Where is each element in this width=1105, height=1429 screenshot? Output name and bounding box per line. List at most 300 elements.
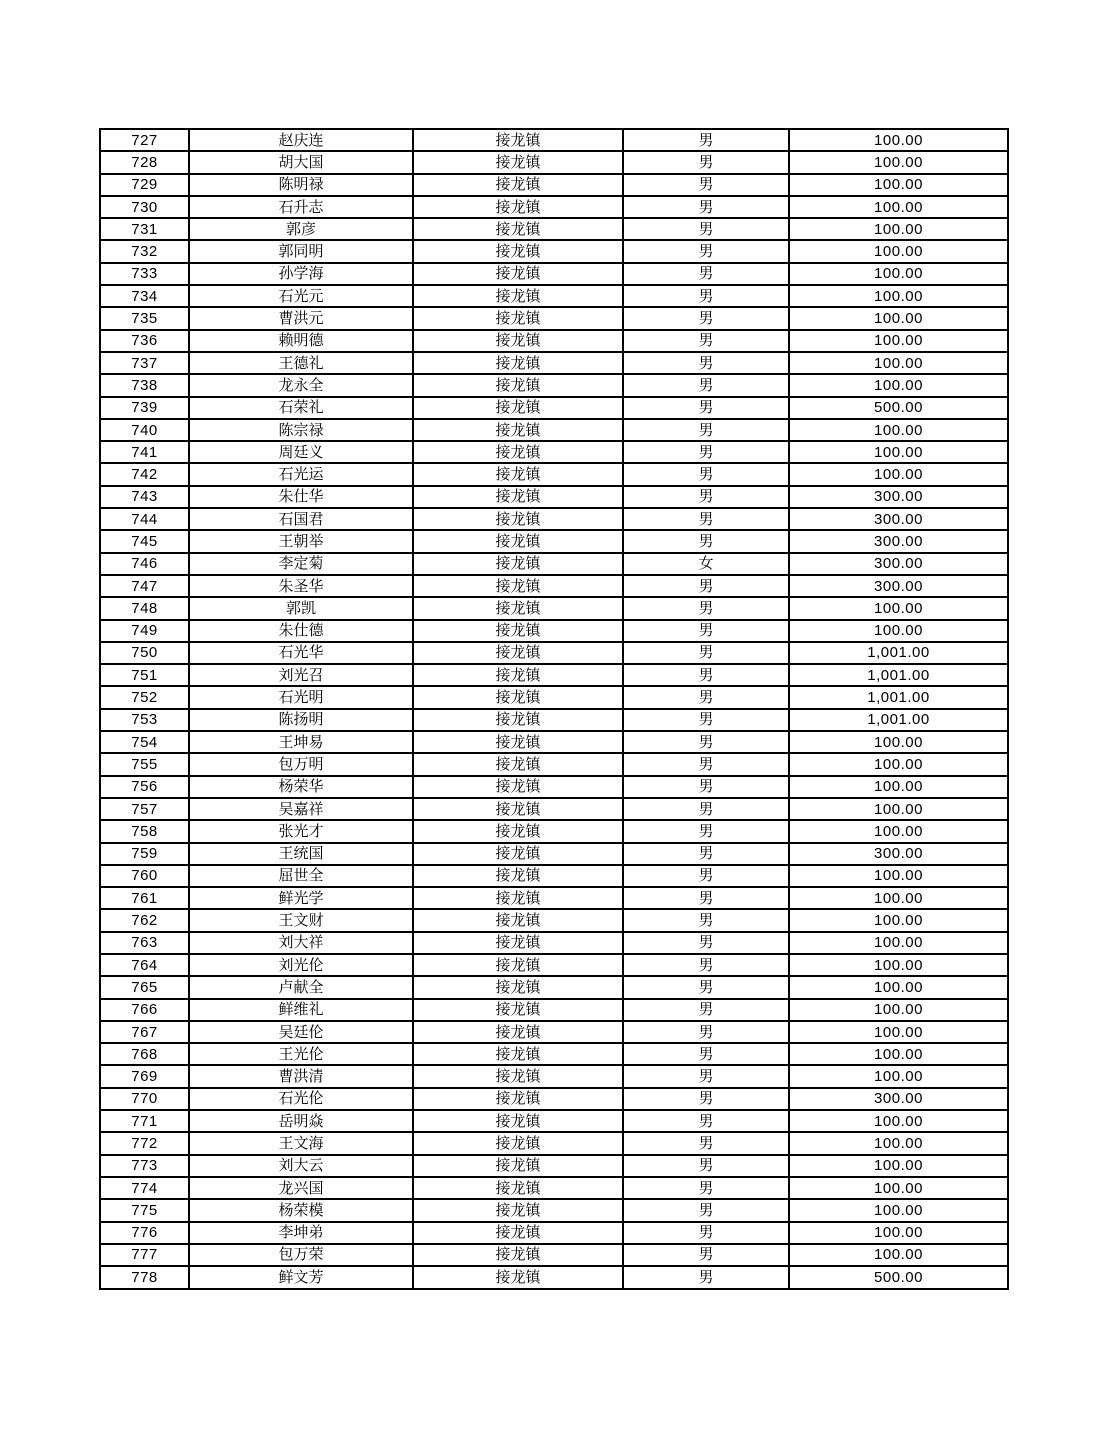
person-name-cell: 岳明焱: [189, 1110, 413, 1132]
amount-cell: 100.00: [789, 218, 1008, 240]
table-row: [100, 642, 1008, 664]
gender-cell: 男: [623, 954, 789, 976]
row-number-cell: 760: [100, 865, 189, 887]
town-cell: 接龙镇: [413, 731, 623, 753]
town-cell: 接龙镇: [413, 419, 623, 441]
gender-cell: 男: [623, 508, 789, 530]
gender-cell: 男: [623, 575, 789, 597]
table-row: [100, 1177, 1008, 1199]
person-name-cell: 陈扬明: [189, 709, 413, 731]
town-cell: 接龙镇: [413, 1177, 623, 1199]
gender-cell: 男: [623, 174, 789, 196]
amount-cell: 100.00: [789, 352, 1008, 374]
town-cell: 接龙镇: [413, 1155, 623, 1177]
amount-cell: 300.00: [789, 553, 1008, 575]
amount-cell: 100.00: [789, 307, 1008, 329]
town-cell: 接龙镇: [413, 218, 623, 240]
table-row: [100, 419, 1008, 441]
amount-cell: 1,001.00: [789, 642, 1008, 664]
gender-cell: 男: [623, 709, 789, 731]
row-number-cell: 752: [100, 686, 189, 708]
row-number-cell: 749: [100, 620, 189, 642]
amount-cell: 100.00: [789, 798, 1008, 820]
table-row: [100, 553, 1008, 575]
gender-cell: 男: [623, 820, 789, 842]
amount-cell: 100.00: [789, 174, 1008, 196]
person-name-cell: 刘光伦: [189, 954, 413, 976]
town-cell: 接龙镇: [413, 463, 623, 485]
row-number-cell: 763: [100, 932, 189, 954]
town-cell: 接龙镇: [413, 508, 623, 530]
amount-cell: 500.00: [789, 397, 1008, 419]
amount-cell: 100.00: [789, 954, 1008, 976]
row-number-cell: 778: [100, 1266, 189, 1289]
amount-cell: 100.00: [789, 1043, 1008, 1065]
table-row: [100, 820, 1008, 842]
gender-cell: 男: [623, 1244, 789, 1266]
table-row: [100, 664, 1008, 686]
table-row: [100, 530, 1008, 552]
gender-cell: 男: [623, 307, 789, 329]
row-number-cell: 771: [100, 1110, 189, 1132]
gender-cell: 男: [623, 1021, 789, 1043]
town-cell: 接龙镇: [413, 1199, 623, 1221]
gender-cell: 男: [623, 999, 789, 1021]
roster-table-body: [100, 129, 1008, 1289]
person-name-cell: 王统国: [189, 843, 413, 865]
row-number-cell: 744: [100, 508, 189, 530]
row-number-cell: 735: [100, 307, 189, 329]
person-name-cell: 王朝举: [189, 530, 413, 552]
gender-cell: 男: [623, 1222, 789, 1244]
row-number-cell: 738: [100, 374, 189, 396]
town-cell: 接龙镇: [413, 196, 623, 218]
row-number-cell: 776: [100, 1222, 189, 1244]
person-name-cell: 石光华: [189, 642, 413, 664]
amount-cell: 300.00: [789, 575, 1008, 597]
row-number-cell: 740: [100, 419, 189, 441]
amount-cell: 100.00: [789, 731, 1008, 753]
town-cell: 接龙镇: [413, 776, 623, 798]
row-number-cell: 758: [100, 820, 189, 842]
amount-cell: 100.00: [789, 330, 1008, 352]
row-number-cell: 727: [100, 129, 189, 151]
amount-cell: 100.00: [789, 1199, 1008, 1221]
amount-cell: 100.00: [789, 419, 1008, 441]
town-cell: 接龙镇: [413, 865, 623, 887]
table-row: [100, 597, 1008, 619]
table-row: [100, 1021, 1008, 1043]
town-cell: 接龙镇: [413, 1065, 623, 1087]
table-row: [100, 1088, 1008, 1110]
town-cell: 接龙镇: [413, 709, 623, 731]
row-number-cell: 733: [100, 263, 189, 285]
person-name-cell: 杨荣华: [189, 776, 413, 798]
amount-cell: 1,001.00: [789, 686, 1008, 708]
town-cell: 接龙镇: [413, 642, 623, 664]
person-name-cell: 吴廷伦: [189, 1021, 413, 1043]
amount-cell: 100.00: [789, 1244, 1008, 1266]
town-cell: 接龙镇: [413, 307, 623, 329]
row-number-cell: 748: [100, 597, 189, 619]
table-row: [100, 709, 1008, 731]
person-name-cell: 包万荣: [189, 1244, 413, 1266]
person-name-cell: 鲜光学: [189, 887, 413, 909]
town-cell: 接龙镇: [413, 397, 623, 419]
gender-cell: 男: [623, 374, 789, 396]
person-name-cell: 杨荣模: [189, 1199, 413, 1221]
table-row: [100, 1132, 1008, 1154]
person-name-cell: 王德礼: [189, 352, 413, 374]
town-cell: 接龙镇: [413, 976, 623, 998]
gender-cell: 男: [623, 597, 789, 619]
row-number-cell: 742: [100, 463, 189, 485]
town-cell: 接龙镇: [413, 1266, 623, 1289]
person-name-cell: 包万明: [189, 753, 413, 775]
town-cell: 接龙镇: [413, 1021, 623, 1043]
town-cell: 接龙镇: [413, 285, 623, 307]
gender-cell: 男: [623, 218, 789, 240]
amount-cell: 1,001.00: [789, 664, 1008, 686]
amount-cell: 100.00: [789, 776, 1008, 798]
town-cell: 接龙镇: [413, 753, 623, 775]
amount-cell: 100.00: [789, 1065, 1008, 1087]
amount-cell: 100.00: [789, 1222, 1008, 1244]
town-cell: 接龙镇: [413, 441, 623, 463]
gender-cell: 男: [623, 151, 789, 173]
row-number-cell: 766: [100, 999, 189, 1021]
table-row: [100, 976, 1008, 998]
row-number-cell: 751: [100, 664, 189, 686]
table-row: [100, 352, 1008, 374]
person-name-cell: 石光运: [189, 463, 413, 485]
table-row: [100, 1043, 1008, 1065]
gender-cell: 男: [623, 1110, 789, 1132]
gender-cell: 男: [623, 686, 789, 708]
town-cell: 接龙镇: [413, 553, 623, 575]
row-number-cell: 768: [100, 1043, 189, 1065]
gender-cell: 男: [623, 486, 789, 508]
person-name-cell: 石国君: [189, 508, 413, 530]
amount-cell: 100.00: [789, 441, 1008, 463]
gender-cell: 男: [623, 352, 789, 374]
person-name-cell: 曹洪清: [189, 1065, 413, 1087]
table-row: [100, 1199, 1008, 1221]
person-name-cell: 石光明: [189, 686, 413, 708]
table-row: [100, 330, 1008, 352]
table-row: [100, 887, 1008, 909]
person-name-cell: 鲜文芳: [189, 1266, 413, 1289]
amount-cell: 100.00: [789, 1155, 1008, 1177]
gender-cell: 男: [623, 129, 789, 151]
town-cell: 接龙镇: [413, 240, 623, 262]
row-number-cell: 736: [100, 330, 189, 352]
town-cell: 接龙镇: [413, 352, 623, 374]
person-name-cell: 王坤易: [189, 731, 413, 753]
table-row: [100, 1110, 1008, 1132]
person-name-cell: 龙永全: [189, 374, 413, 396]
roster-table: [99, 128, 1009, 1290]
town-cell: 接龙镇: [413, 263, 623, 285]
person-name-cell: 吴嘉祥: [189, 798, 413, 820]
town-cell: 接龙镇: [413, 686, 623, 708]
row-number-cell: 734: [100, 285, 189, 307]
row-number-cell: 750: [100, 642, 189, 664]
gender-cell: 男: [623, 397, 789, 419]
town-cell: 接龙镇: [413, 597, 623, 619]
row-number-cell: 754: [100, 731, 189, 753]
gender-cell: 男: [623, 976, 789, 998]
row-number-cell: 753: [100, 709, 189, 731]
gender-cell: 男: [623, 530, 789, 552]
gender-cell: 男: [623, 887, 789, 909]
amount-cell: 100.00: [789, 1110, 1008, 1132]
person-name-cell: 郭同明: [189, 240, 413, 262]
table-row: [100, 753, 1008, 775]
table-row: [100, 285, 1008, 307]
amount-cell: 100.00: [789, 374, 1008, 396]
person-name-cell: 王文财: [189, 909, 413, 931]
person-name-cell: 朱仕华: [189, 486, 413, 508]
gender-cell: 男: [623, 798, 789, 820]
gender-cell: 男: [623, 1177, 789, 1199]
table-row: [100, 129, 1008, 151]
gender-cell: 男: [623, 463, 789, 485]
town-cell: 接龙镇: [413, 129, 623, 151]
amount-cell: 100.00: [789, 1132, 1008, 1154]
town-cell: 接龙镇: [413, 887, 623, 909]
row-number-cell: 775: [100, 1199, 189, 1221]
table-row: [100, 463, 1008, 485]
table-row: [100, 798, 1008, 820]
person-name-cell: 石光元: [189, 285, 413, 307]
person-name-cell: 胡大国: [189, 151, 413, 173]
row-number-cell: 746: [100, 553, 189, 575]
table-row: [100, 999, 1008, 1021]
table-row: [100, 374, 1008, 396]
person-name-cell: 王光伦: [189, 1043, 413, 1065]
amount-cell: 100.00: [789, 151, 1008, 173]
amount-cell: 100.00: [789, 1177, 1008, 1199]
row-number-cell: 764: [100, 954, 189, 976]
gender-cell: 男: [623, 865, 789, 887]
table-row: [100, 196, 1008, 218]
gender-cell: 女: [623, 553, 789, 575]
row-number-cell: 755: [100, 753, 189, 775]
gender-cell: 男: [623, 1155, 789, 1177]
person-name-cell: 赵庆连: [189, 129, 413, 151]
table-row: [100, 174, 1008, 196]
amount-cell: 100.00: [789, 196, 1008, 218]
table-row: [100, 575, 1008, 597]
table-row: [100, 954, 1008, 976]
town-cell: 接龙镇: [413, 575, 623, 597]
row-number-cell: 770: [100, 1088, 189, 1110]
row-number-cell: 767: [100, 1021, 189, 1043]
gender-cell: 男: [623, 1132, 789, 1154]
person-name-cell: 朱圣华: [189, 575, 413, 597]
table-row: [100, 263, 1008, 285]
gender-cell: 男: [623, 263, 789, 285]
row-number-cell: 762: [100, 909, 189, 931]
person-name-cell: 曹洪元: [189, 307, 413, 329]
row-number-cell: 730: [100, 196, 189, 218]
amount-cell: 100.00: [789, 999, 1008, 1021]
town-cell: 接龙镇: [413, 999, 623, 1021]
amount-cell: 100.00: [789, 263, 1008, 285]
row-number-cell: 732: [100, 240, 189, 262]
person-name-cell: 屈世全: [189, 865, 413, 887]
town-cell: 接龙镇: [413, 954, 623, 976]
table-row: [100, 218, 1008, 240]
town-cell: 接龙镇: [413, 620, 623, 642]
table-row: [100, 909, 1008, 931]
gender-cell: 男: [623, 1266, 789, 1289]
table-row: [100, 486, 1008, 508]
town-cell: 接龙镇: [413, 530, 623, 552]
person-name-cell: 石荣礼: [189, 397, 413, 419]
table-row: [100, 843, 1008, 865]
gender-cell: 男: [623, 240, 789, 262]
town-cell: 接龙镇: [413, 1043, 623, 1065]
gender-cell: 男: [623, 932, 789, 954]
person-name-cell: 张光才: [189, 820, 413, 842]
person-name-cell: 朱仕德: [189, 620, 413, 642]
amount-cell: 100.00: [789, 620, 1008, 642]
row-number-cell: 757: [100, 798, 189, 820]
person-name-cell: 孙学海: [189, 263, 413, 285]
town-cell: 接龙镇: [413, 798, 623, 820]
person-name-cell: 李定菊: [189, 553, 413, 575]
table-row: [100, 1155, 1008, 1177]
amount-cell: 100.00: [789, 909, 1008, 931]
table-row: [100, 731, 1008, 753]
gender-cell: 男: [623, 419, 789, 441]
table-row: [100, 441, 1008, 463]
person-name-cell: 刘大云: [189, 1155, 413, 1177]
amount-cell: 100.00: [789, 887, 1008, 909]
person-name-cell: 石光伦: [189, 1088, 413, 1110]
amount-cell: 100.00: [789, 976, 1008, 998]
person-name-cell: 龙兴国: [189, 1177, 413, 1199]
person-name-cell: 周廷义: [189, 441, 413, 463]
row-number-cell: 743: [100, 486, 189, 508]
amount-cell: 300.00: [789, 1088, 1008, 1110]
amount-cell: 1,001.00: [789, 709, 1008, 731]
row-number-cell: 761: [100, 887, 189, 909]
table-row: [100, 240, 1008, 262]
gender-cell: 男: [623, 776, 789, 798]
table-row: [100, 932, 1008, 954]
person-name-cell: 刘光召: [189, 664, 413, 686]
row-number-cell: 769: [100, 1065, 189, 1087]
person-name-cell: 刘大祥: [189, 932, 413, 954]
amount-cell: 100.00: [789, 129, 1008, 151]
gender-cell: 男: [623, 1043, 789, 1065]
row-number-cell: 745: [100, 530, 189, 552]
gender-cell: 男: [623, 642, 789, 664]
town-cell: 接龙镇: [413, 1088, 623, 1110]
amount-cell: 100.00: [789, 463, 1008, 485]
person-name-cell: 郭彦: [189, 218, 413, 240]
amount-cell: 300.00: [789, 508, 1008, 530]
table-row: [100, 686, 1008, 708]
gender-cell: 男: [623, 1065, 789, 1087]
gender-cell: 男: [623, 330, 789, 352]
gender-cell: 男: [623, 753, 789, 775]
amount-cell: 300.00: [789, 530, 1008, 552]
table-row: [100, 620, 1008, 642]
gender-cell: 男: [623, 285, 789, 307]
gender-cell: 男: [623, 620, 789, 642]
table-row: [100, 1266, 1008, 1289]
town-cell: 接龙镇: [413, 486, 623, 508]
gender-cell: 男: [623, 731, 789, 753]
person-name-cell: 郭凯: [189, 597, 413, 619]
amount-cell: 100.00: [789, 285, 1008, 307]
table-row: [100, 508, 1008, 530]
gender-cell: 男: [623, 664, 789, 686]
town-cell: 接龙镇: [413, 664, 623, 686]
row-number-cell: 756: [100, 776, 189, 798]
town-cell: 接龙镇: [413, 330, 623, 352]
row-number-cell: 741: [100, 441, 189, 463]
amount-cell: 100.00: [789, 1021, 1008, 1043]
row-number-cell: 765: [100, 976, 189, 998]
town-cell: 接龙镇: [413, 1244, 623, 1266]
table-row: [100, 1222, 1008, 1244]
gender-cell: 男: [623, 843, 789, 865]
table-row: [100, 307, 1008, 329]
person-name-cell: 卢献全: [189, 976, 413, 998]
person-name-cell: 鲜维礼: [189, 999, 413, 1021]
person-name-cell: 王文海: [189, 1132, 413, 1154]
town-cell: 接龙镇: [413, 843, 623, 865]
row-number-cell: 747: [100, 575, 189, 597]
amount-cell: 100.00: [789, 865, 1008, 887]
amount-cell: 500.00: [789, 1266, 1008, 1289]
table-row: [100, 865, 1008, 887]
gender-cell: 男: [623, 196, 789, 218]
person-name-cell: 陈宗禄: [189, 419, 413, 441]
amount-cell: 100.00: [789, 597, 1008, 619]
amount-cell: 100.00: [789, 240, 1008, 262]
gender-cell: 男: [623, 1199, 789, 1221]
row-number-cell: 729: [100, 174, 189, 196]
town-cell: 接龙镇: [413, 174, 623, 196]
row-number-cell: 737: [100, 352, 189, 374]
row-number-cell: 777: [100, 1244, 189, 1266]
town-cell: 接龙镇: [413, 151, 623, 173]
table-row: [100, 776, 1008, 798]
town-cell: 接龙镇: [413, 374, 623, 396]
amount-cell: 300.00: [789, 486, 1008, 508]
person-name-cell: 李坤弟: [189, 1222, 413, 1244]
town-cell: 接龙镇: [413, 1222, 623, 1244]
town-cell: 接龙镇: [413, 909, 623, 931]
town-cell: 接龙镇: [413, 820, 623, 842]
gender-cell: 男: [623, 441, 789, 463]
gender-cell: 男: [623, 909, 789, 931]
row-number-cell: 772: [100, 1132, 189, 1154]
row-number-cell: 759: [100, 843, 189, 865]
gender-cell: 男: [623, 1088, 789, 1110]
row-number-cell: 774: [100, 1177, 189, 1199]
table-row: [100, 151, 1008, 173]
person-name-cell: 石升志: [189, 196, 413, 218]
amount-cell: 300.00: [789, 843, 1008, 865]
row-number-cell: 739: [100, 397, 189, 419]
